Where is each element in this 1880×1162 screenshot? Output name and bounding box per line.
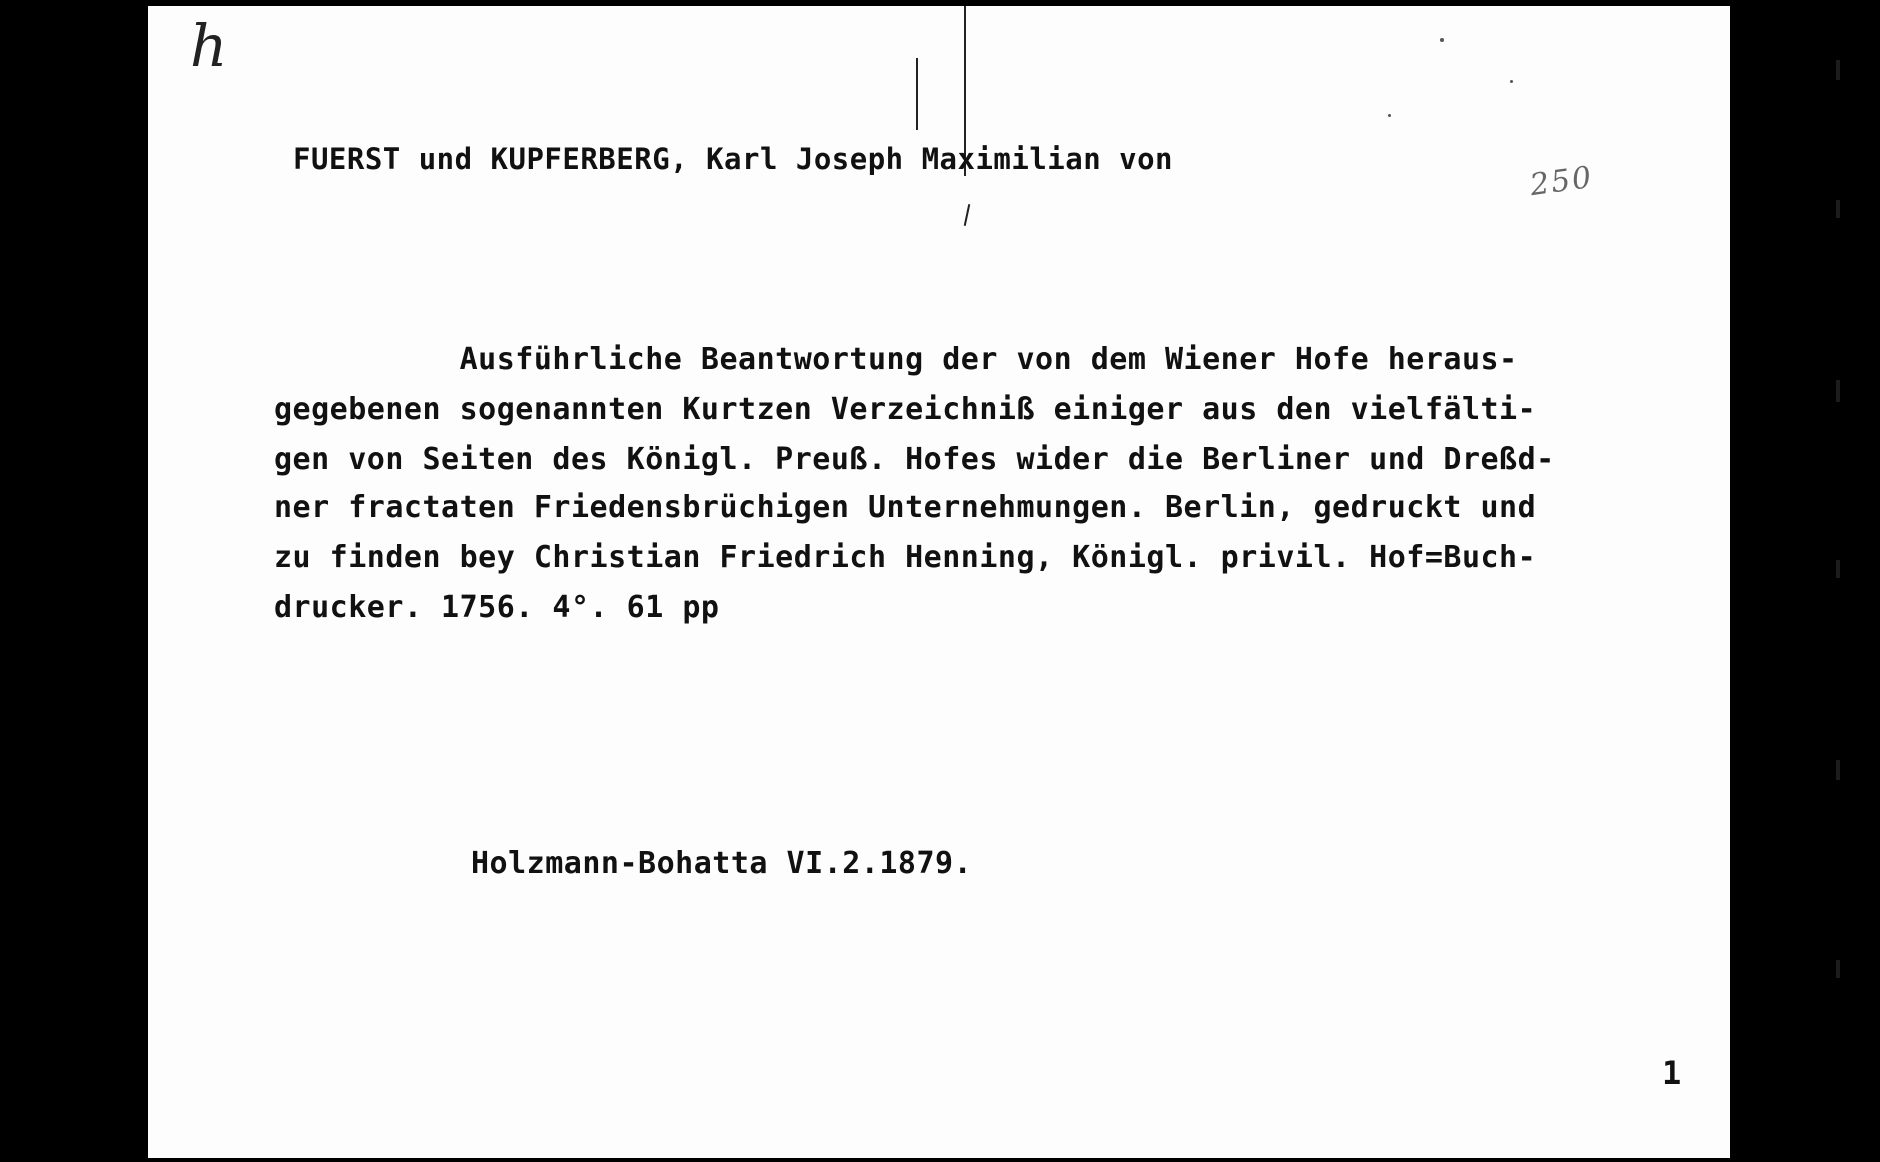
punch-mark bbox=[964, 204, 971, 226]
edge-mark bbox=[1836, 380, 1840, 402]
page-number: 1 bbox=[1662, 1054, 1682, 1092]
body-line: gen von Seiten des Königl. Preuß. Hofes wider die Berliner und Dreßd- bbox=[274, 442, 1555, 477]
body-line: ner fractaten Friedensbrüchigen Unternehmungen. Berlin, gedruckt und bbox=[274, 490, 1537, 525]
body-line: zu finden bey Christian Friedrich Henning, Königl. privil. Hof=Buch- bbox=[274, 540, 1537, 575]
body-line: drucker. 1756. 4°. 61 pp bbox=[274, 590, 720, 625]
speck bbox=[1440, 38, 1444, 42]
edge-mark bbox=[1836, 560, 1840, 578]
body-line: Ausführliche Beantwortung der von dem Wiener Hofe heraus- bbox=[274, 342, 1518, 377]
edge-mark bbox=[1836, 960, 1840, 978]
catalog-card bbox=[148, 6, 1730, 1158]
edge-mark bbox=[1836, 760, 1840, 780]
speck bbox=[1388, 114, 1391, 117]
edge-mark bbox=[1836, 200, 1840, 218]
speck bbox=[1510, 80, 1513, 83]
punch-mark bbox=[916, 58, 918, 130]
bibliographic-reference: Holzmann-Bohatta VI.2.1879. bbox=[471, 846, 973, 881]
handwritten-corner-mark: h bbox=[190, 12, 228, 80]
edge-mark bbox=[1836, 60, 1840, 80]
entry-heading: FUERST und KUPFERBERG, Karl Joseph Maximilian von bbox=[293, 142, 1174, 176]
body-line: gegebenen sogenannten Kurtzen Verzeichniß einiger aus den vielfälti- bbox=[274, 392, 1537, 427]
handwritten-number: 250 bbox=[1527, 159, 1596, 204]
